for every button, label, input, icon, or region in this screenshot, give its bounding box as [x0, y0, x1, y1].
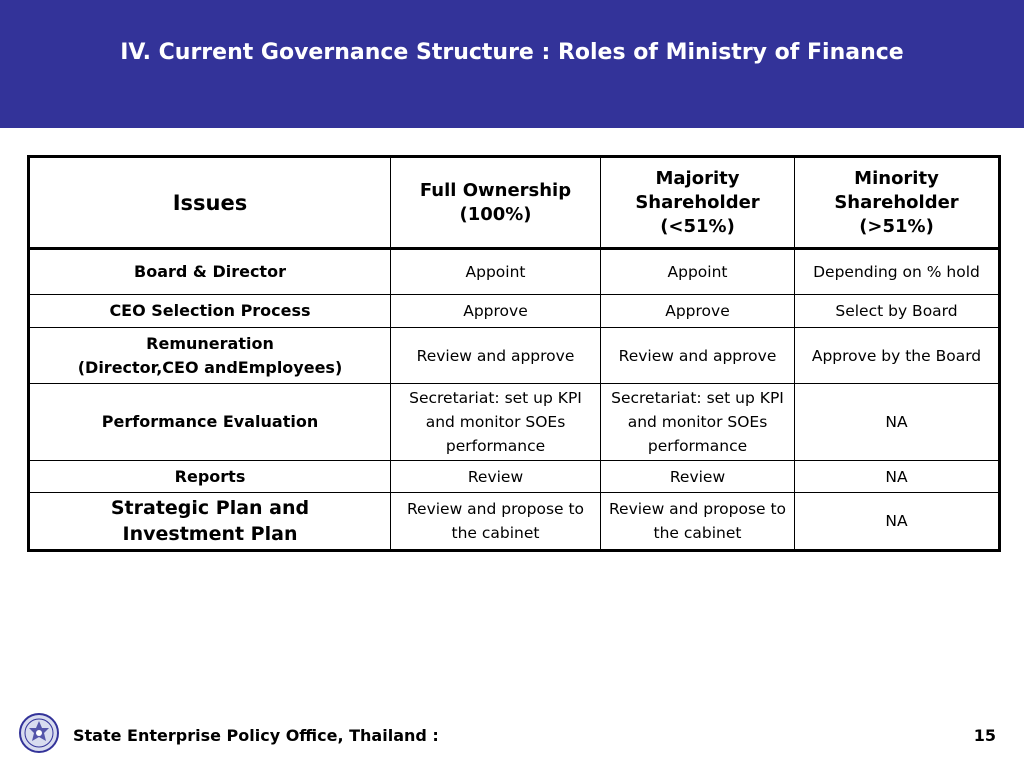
issue-label: Investment Plan: [122, 523, 298, 545]
cell-minority: NA: [795, 493, 1000, 551]
header-full-ownership: [391, 157, 601, 249]
cell-majority: Review and propose to the cabinet: [601, 493, 795, 551]
header-line: Minority: [854, 167, 939, 189]
issue-label: Reports: [174, 466, 246, 486]
header-issues: [29, 157, 391, 249]
header-line: (>51%): [859, 215, 934, 237]
issue-label: Performance Evaluation: [101, 412, 319, 431]
header-line: Full Ownership: [419, 179, 572, 201]
table-row: [29, 461, 1000, 493]
table-row: [29, 295, 1000, 328]
table-row: [29, 249, 1000, 295]
issue-label: Strategic Plan and: [110, 497, 310, 519]
issue-cell: [29, 295, 391, 328]
organization-name: State Enterprise Policy Office, Thailand :: [73, 726, 439, 745]
cell-full-ownership: Review and approve: [391, 328, 601, 384]
table-row: [29, 384, 1000, 461]
issue-label: Remuneration: [146, 333, 274, 353]
table-row: [29, 328, 1000, 384]
cell-majority: Review and approve: [601, 328, 795, 384]
cell-minority: Select by Board: [795, 295, 1000, 328]
cell-minority: NA: [795, 384, 1000, 461]
issue-label: CEO Selection Process: [109, 301, 311, 320]
table-row: [29, 493, 1000, 551]
cell-majority: Secretariat: set up KPI and monitor SOEs performance: [601, 384, 795, 461]
cell-full-ownership: Review: [391, 461, 601, 493]
cell-full-ownership: Review and propose to the cabinet: [391, 493, 601, 551]
header-line: (<51%): [660, 215, 735, 237]
issue-label: Board & Director: [134, 262, 286, 281]
issue-cell: [29, 249, 391, 295]
cell-minority: Depending on % hold: [795, 249, 1000, 295]
header-issues-label: Issues: [172, 190, 248, 215]
cell-full-ownership: Approve: [391, 295, 601, 328]
header-line: (100%): [459, 203, 532, 225]
page-number: 15: [973, 726, 996, 745]
cell-majority: Approve: [601, 295, 795, 328]
header-line: Shareholder: [834, 191, 959, 213]
issue-cell: [29, 461, 391, 493]
header-row: [29, 157, 1000, 249]
header-majority-shareholder: [601, 157, 795, 249]
cell-minority: Approve by the Board: [795, 328, 1000, 384]
cell-full-ownership: Secretariat: set up KPI and monitor SOEs performance: [391, 384, 601, 461]
header-line: Shareholder: [635, 191, 760, 213]
cell-majority: Appoint: [601, 249, 795, 295]
slide-title: IV. Current Governance Structure : Roles of Ministry of Finance: [120, 40, 904, 65]
cell-full-ownership: Appoint: [391, 249, 601, 295]
issue-cell: [29, 328, 391, 384]
header-line: Majority: [655, 167, 740, 189]
header-minority-shareholder: [795, 157, 1000, 249]
seal-emblem-icon: [18, 712, 60, 754]
issue-label: (Director,CEO andEmployees): [77, 357, 343, 377]
issue-cell: [29, 493, 391, 551]
cell-majority: Review: [601, 461, 795, 493]
title-band: [0, 0, 1024, 128]
issue-cell: [29, 384, 391, 461]
governance-table: [27, 155, 1001, 552]
footer: [0, 712, 1024, 762]
cell-minority: NA: [795, 461, 1000, 493]
